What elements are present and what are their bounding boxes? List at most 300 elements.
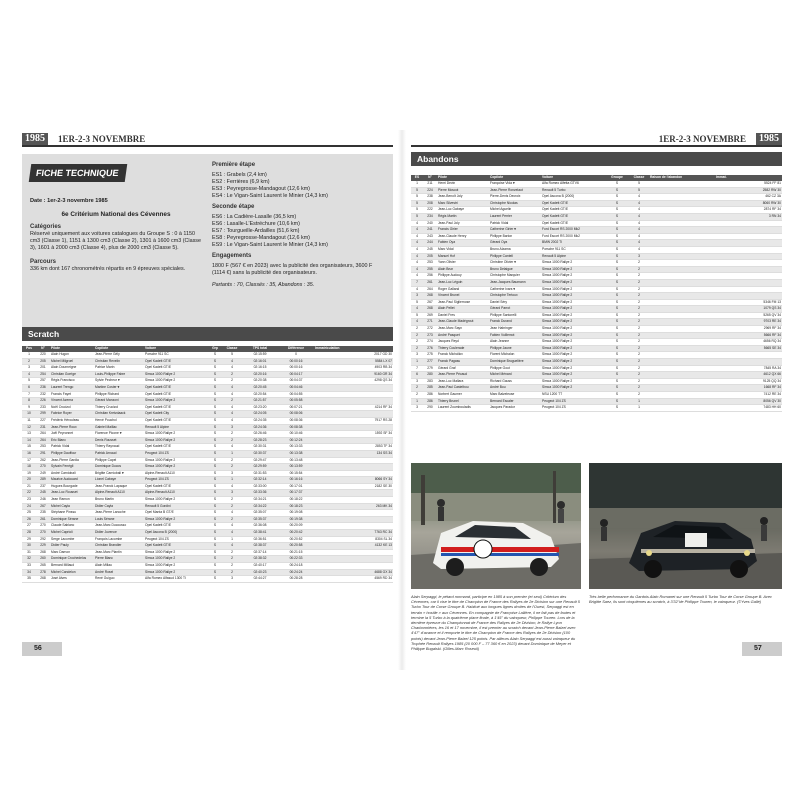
table-cell: 02:34:22 (242, 503, 278, 510)
table-cell: 02:20:38 (242, 378, 278, 385)
table-cell: 02:38:37 (242, 543, 278, 550)
table-cell: NSU 1200 TT (541, 392, 605, 399)
table-cell: S (605, 260, 629, 267)
table-cell: Christian Brandler (94, 543, 144, 550)
table-row (22, 417, 393, 424)
table-cell: 00:18:22 (278, 497, 314, 504)
table-row (411, 312, 782, 319)
table-cell: S (605, 299, 629, 306)
table-cell: Bruno Martin (94, 497, 144, 504)
table-cell: S (605, 181, 629, 187)
table-cell: S (605, 194, 629, 201)
table-cell: 233 (36, 404, 50, 411)
table-cell: Christophe Tertoux (489, 293, 541, 300)
table-cell: S (208, 384, 222, 391)
table-cell: 02:26:46 (242, 431, 278, 438)
table-cell: Simca 1000 Rallye 2 (541, 378, 605, 385)
table-cell: S (208, 569, 222, 576)
table-cell: S (208, 444, 222, 451)
table-cell: 253 (36, 444, 50, 451)
table-cell: 279 (423, 365, 437, 372)
table-row (22, 424, 393, 431)
table-row (22, 431, 393, 438)
table-cell: 2 (629, 372, 649, 379)
table-cell: Jean-Paul Sigliernose (437, 299, 489, 306)
scratch-banner: Scratch (22, 327, 393, 341)
table-cell: 2 (629, 326, 649, 333)
table-cell (649, 220, 715, 227)
table-cell: Simca 1000 Rallye 2 (541, 385, 605, 392)
table-cell: Fabien Oya (437, 240, 489, 247)
table-cell: 1 (22, 352, 36, 358)
table-cell: 245 (423, 246, 437, 253)
table-row (22, 398, 393, 405)
table-cell: 2 (222, 457, 242, 464)
table-cell (715, 220, 782, 227)
table-cell: 5265 QV 34 (715, 312, 782, 319)
table-cell: 8060 RW 30 (715, 200, 782, 207)
table-cell: 33 (22, 563, 36, 570)
table-cell: 8 (22, 398, 36, 405)
table-cell: Simca 1000 Rallye 2 (144, 464, 208, 471)
table-cell: 00:21:15 (278, 549, 314, 556)
table-cell: Marc Darnon (50, 549, 94, 556)
table-cell: 2874 RF 34 (715, 207, 782, 214)
table-cell: 4 (222, 543, 242, 550)
table-cell: Simca 1000 Rallye 2 (144, 371, 208, 378)
table-cell: 29 (22, 536, 36, 543)
table-cell: 289 (36, 477, 50, 484)
table-cell: 2 (222, 556, 242, 563)
table-cell: S (605, 246, 629, 253)
stage2-item: ES7 : Tourgueille-Ardailles (51,6 km) (212, 228, 300, 234)
table-cell (715, 359, 782, 366)
table-row (22, 404, 393, 411)
table-cell: Ford Escort RS 2000 Mk2 (541, 233, 605, 240)
table-cell: 2 (629, 352, 649, 359)
parcours-text: 336 km dont 167 chronométrés répartis en 9 épreuves spéciales. (30, 266, 186, 272)
scratch-table (22, 346, 393, 583)
table-cell (649, 332, 715, 339)
table-cell: S (605, 345, 629, 352)
table-cell: 268 (36, 549, 50, 556)
table-cell: 253 (423, 260, 437, 267)
table-row (411, 365, 782, 372)
table-cell: 3 RN 34 (715, 213, 782, 220)
table-cell: 02:38:32 (242, 556, 278, 563)
table-row (22, 477, 393, 484)
table-cell: 1 (222, 477, 242, 484)
table-cell: Franck Michaïlov (437, 352, 489, 359)
column-header: Immatriculation (314, 346, 393, 352)
table-cell: S (208, 450, 222, 457)
partants-text: Partants : 70, Classés : 35, Abandons : 35. (212, 282, 315, 288)
table-cell: 5 (411, 207, 423, 214)
table-cell (715, 273, 782, 280)
table-cell: 02:33:36 (242, 490, 278, 497)
table-cell: 5584 LX 07 (314, 358, 393, 365)
running-head-right (411, 133, 782, 147)
table-cell: 4 (222, 444, 242, 451)
table-cell: 236 (36, 384, 50, 391)
table-cell: 260 (36, 556, 50, 563)
table-cell: Laurent Trengo (50, 384, 94, 391)
table-cell: 1 (629, 398, 649, 405)
table-cell: Renault 5 Turbo (541, 187, 605, 194)
table-cell: 4 (222, 523, 242, 530)
table-cell: Simca 1000 Rallye 2 (541, 286, 605, 293)
table-cell: Didier Juvence (94, 530, 144, 537)
table-cell: 22 (22, 490, 36, 497)
table-cell: S (605, 306, 629, 313)
table-cell: 238 (423, 194, 437, 201)
table-cell: Denis Rousset (94, 437, 144, 444)
table-cell: Marc Vidal (437, 246, 489, 253)
table-cell: S (208, 417, 222, 424)
fiche-right-column (212, 158, 384, 289)
table-cell: S (208, 437, 222, 444)
table-cell: 270 (36, 530, 50, 537)
table-cell: S (208, 358, 222, 365)
table-cell: Alain Dourneigne (50, 365, 94, 372)
table-cell (649, 187, 715, 194)
table-cell: 4 (222, 530, 242, 537)
table-cell: 1 (411, 398, 423, 405)
table-cell: Alfa Romeo Alfetta GTV6 (541, 181, 605, 187)
table-cell: Peugeot 104 ZS (144, 477, 208, 484)
table-cell: Stéphane Pinssu (50, 510, 94, 517)
table-cell: 5665 SE 34 (715, 345, 782, 352)
page-number-right: 57 (742, 642, 782, 656)
table-cell: Roger Galland (437, 286, 489, 293)
table-cell (649, 392, 715, 399)
table-cell: 02:36:08 (242, 523, 278, 530)
table-cell: 4 (411, 306, 423, 313)
table-cell (649, 339, 715, 346)
table-cell: 226 (36, 398, 50, 405)
table-cell (649, 279, 715, 286)
table-cell: 4 (222, 404, 242, 411)
table-row (22, 497, 393, 504)
table-cell: Jean-Franck Lapaque (94, 483, 144, 490)
table-cell (649, 345, 715, 352)
table-cell: 4 (411, 286, 423, 293)
table-cell: Philippe Richard (94, 391, 144, 398)
table-cell: Philippe Capel (94, 457, 144, 464)
table-cell (649, 319, 715, 326)
table-cell: 7845 RA 34 (715, 365, 782, 372)
table-cell: 4 (411, 319, 423, 326)
table-cell: 02:29:47 (242, 457, 278, 464)
table-cell: S (208, 516, 222, 523)
table-cell: André Rosel (94, 569, 144, 576)
table-cell: Opel Kadett GT/E (144, 483, 208, 490)
table-cell: 2017 GD 30 (314, 352, 393, 358)
table-cell (649, 273, 715, 280)
table-cell: Opel Kadett GT/E (541, 200, 605, 207)
table-cell: 4 (222, 384, 242, 391)
table-cell: 272 (423, 326, 437, 333)
table-cell: 18 (22, 464, 36, 471)
table-cell: Christian Gorrige (50, 371, 94, 378)
table-row (411, 332, 782, 339)
table-cell: Bernard Escaler (489, 398, 541, 405)
table-cell: 4 (411, 253, 423, 260)
table-cell: Opel Kadett GT/E (541, 207, 605, 214)
table-cell: 286 (423, 392, 437, 399)
table-cell: 5524 FF 81 (715, 181, 782, 187)
table-cell: 00:08:06 (278, 411, 314, 418)
table-cell: Jean-Paul Castelbou (437, 385, 489, 392)
table-cell: Opel Kadett GT/E (541, 213, 605, 220)
parcours-label: Parcours (30, 259, 57, 265)
table-cell: 267 (423, 299, 437, 306)
column-header: ES (411, 175, 423, 181)
column-header: Classe (629, 175, 649, 181)
table-cell: S (208, 503, 222, 510)
table-cell: 9 (22, 404, 36, 411)
table-cell (314, 424, 393, 431)
table-cell: 00:15:54 (278, 470, 314, 477)
table-cell: 30 (22, 543, 36, 550)
fiche-date: Date : 1er-2-3 novembre 1985 (30, 198, 108, 204)
table-cell: S (605, 279, 629, 286)
table-cell: 2 (629, 365, 649, 372)
table-cell: S (605, 273, 629, 280)
table-cell: 278 (36, 569, 50, 576)
table-cell: Jean-Paul Joly (437, 220, 489, 227)
table-cell: 4 (629, 240, 649, 247)
table-cell: 2 (629, 378, 649, 385)
table-cell: Michel Milgroel (50, 358, 94, 365)
table-cell: 4 (22, 371, 36, 378)
table-cell: 255 (423, 266, 437, 273)
table-cell: Jean-Pierre Lanoche (94, 510, 144, 517)
engagements-text: 1800 F (567 € en 2023) avec la publicité des organisateurs, 3600 F (1114 €) sans la publicité des organisateurs. (212, 263, 373, 276)
table-cell: 00:05:58 (278, 398, 314, 405)
table-cell: S (605, 372, 629, 379)
table-cell: S (605, 339, 629, 346)
table-cell: André Pasquet (437, 332, 489, 339)
table-cell: 244 (423, 240, 437, 247)
table-cell: Bruno Alzama (489, 246, 541, 253)
table-cell: S (605, 332, 629, 339)
table-cell: Jean-Claude Henry (437, 233, 489, 240)
table-cell: Fabien Vuillemot (489, 332, 541, 339)
table-cell: 4298 QS 34 (314, 378, 393, 385)
table-cell (649, 385, 715, 392)
table-cell: Francis Girier (437, 227, 489, 234)
table-row (411, 398, 782, 405)
table-cell: Jean-Claude Madégrout (437, 319, 489, 326)
table-cell: Opel Kadett GT/E (144, 404, 208, 411)
table-cell: 4 (629, 200, 649, 207)
table-cell: 00:04:55 (278, 391, 314, 398)
table-cell: 3 (411, 405, 423, 412)
engagements-label: Engagements (212, 253, 252, 259)
table-row (411, 253, 782, 260)
table-cell: 246 (36, 497, 50, 504)
table-cell (649, 398, 715, 405)
table-cell (649, 240, 715, 247)
table-cell: 5 (411, 312, 423, 319)
table-cell (314, 384, 393, 391)
table-cell: 263 MK 34 (314, 503, 393, 510)
table-cell: Alain Millau (94, 563, 144, 570)
column-header: Copilote (489, 175, 541, 181)
table-cell: 4 (411, 273, 423, 280)
table-cell: Christian Revelin (94, 358, 144, 365)
table-cell: 02:40:23 (242, 569, 278, 576)
table-cell: 00:00:16 (278, 365, 314, 372)
table-cell (715, 246, 782, 253)
table-cell: 2 (222, 371, 242, 378)
table-cell: Simca 1000 Rallye 2 (144, 378, 208, 385)
table-cell: Michel Caprioli (50, 530, 94, 537)
table-cell: 249 (36, 470, 50, 477)
table-cell: 299 (36, 411, 50, 418)
table-cell: Laurent Perrier (489, 213, 541, 220)
table-cell (715, 293, 782, 300)
table-cell: Fabrice Royer (50, 411, 94, 418)
table-row (22, 490, 393, 497)
table-cell: 5 (629, 187, 649, 194)
table-cell: 00:04:17 (278, 371, 314, 378)
table-cell: S (208, 411, 222, 418)
table-cell: 2 (411, 392, 423, 399)
stage1-item: ES1 : Grabels (2,4 km) (212, 172, 267, 178)
table-cell: Simca 1000 Rallye 2 (144, 457, 208, 464)
table-cell: 02:28:23 (242, 437, 278, 444)
table-cell (649, 246, 715, 253)
table-cell: Gérard Manzoni (94, 398, 144, 405)
table-row (22, 569, 393, 576)
table-cell: Eric Blanc (50, 437, 94, 444)
table-cell: Philippe Santorelli (489, 312, 541, 319)
table-cell: 256 (423, 273, 437, 280)
table-cell: Louis Sérane (94, 516, 144, 523)
table-cell: 2 (222, 431, 242, 438)
table-cell (715, 227, 782, 234)
table-cell: Henri Devin (437, 181, 489, 187)
table-cell (649, 266, 715, 273)
table-cell: 9125 QQ 34 (715, 378, 782, 385)
table-cell: Franck Durand (489, 319, 541, 326)
stage1-item: ES3 : Peyregrosse-Mandagout (12,6 km) (212, 186, 310, 192)
table-row (22, 358, 393, 365)
table-cell: 268 (423, 306, 437, 313)
table-cell: 5346 FM 13 (715, 299, 782, 306)
table-cell: 4612 QX 66 (715, 372, 782, 379)
table-cell: Opel Kadett GT/E (144, 391, 208, 398)
table-row (411, 200, 782, 207)
table-cell: Richard Gauss (489, 378, 541, 385)
table-cell: 2 (411, 345, 423, 352)
table-cell: Françoise Vida ♥ (489, 181, 541, 187)
table-cell: S (208, 576, 222, 583)
table-cell: Alpine-Renault A110 (144, 470, 208, 477)
table-cell: Christine Olivier ♥ (489, 260, 541, 267)
table-cell: 4688 GX 34 (314, 569, 393, 576)
table-cell: Alain Pellet (437, 306, 489, 313)
table-cell: 10 (22, 411, 36, 418)
table-cell: André Carniobali (50, 470, 94, 477)
table-cell: 231 (36, 424, 50, 431)
table-cell: 2 (222, 503, 242, 510)
table-cell: S (605, 312, 629, 319)
table-row (22, 530, 393, 537)
table-cell: Thierry Raynaud (94, 444, 144, 451)
table-cell: Opel Ascona B (2000) (541, 194, 605, 201)
fiche-event: 6e Critérium National des Cévennes (61, 211, 171, 218)
table-cell: 4 (411, 220, 423, 227)
table-cell: Dominique Sérane (50, 516, 94, 523)
table-cell: 264 (36, 431, 50, 438)
table-row (411, 352, 782, 359)
table-cell: 5 (22, 378, 36, 385)
table-cell: 02:29:59 (242, 464, 278, 471)
table-cell: Simca 1000 Rallye 2 (144, 431, 208, 438)
table-cell: 4 (629, 194, 649, 201)
table-cell: 2 (222, 563, 242, 570)
table-cell: Simca 1000 Rallye 2 (144, 549, 208, 556)
table-cell: 00:20:09 (278, 523, 314, 530)
running-head-year: 1985 (756, 133, 782, 145)
table-cell: 134 SS 34 (314, 450, 393, 457)
table-cell (649, 326, 715, 333)
table-cell: 205 (36, 358, 50, 365)
table-cell: 211 (423, 181, 437, 187)
column-header: Voiture (144, 346, 208, 352)
table-cell: 270 (36, 464, 50, 471)
table-cell: Alfa Romeo Alfasud 1300 TI (144, 576, 208, 583)
table-cell: 5 (411, 299, 423, 306)
table-cell: 267 (36, 503, 50, 510)
photo-caption-2: Très belle performance du Gardois Alain Romanet sur une Renault 5 Turbo Tour de Corse Groupe B. Avec Brigitte Saez, ils sont cinquièmes au scratch, à 3'32''de Philippe Touren, le vainqueur. (©Yves Gallé) (589, 594, 772, 605)
table-cell: Simca 1000 Rallye 2 (144, 556, 208, 563)
table-cell: Louis-Philippe Fabre (94, 371, 144, 378)
table-cell: Norbert Gaumer (437, 392, 489, 399)
table-cell: 13 (22, 431, 36, 438)
stage2-label: Seconde étape (212, 204, 255, 210)
table-cell: Catherine Girier ♥ (489, 227, 541, 234)
table-row (411, 345, 782, 352)
table-cell: Peugeot 104 ZS (144, 450, 208, 457)
table-cell: 2 (22, 358, 36, 365)
table-cell: 2 (629, 286, 649, 293)
table-cell: Simca 1000 Rallye 2 (541, 319, 605, 326)
table-cell: Simca 1000 Rallye 2 (144, 398, 208, 405)
table-cell: 257 (36, 378, 50, 385)
table-cell: S (605, 378, 629, 385)
table-cell: 269 (423, 312, 437, 319)
left-page (22, 130, 393, 670)
table-cell: Jacques Parador (489, 405, 541, 412)
table-cell: 4 (629, 213, 649, 220)
column-header: TPS total (242, 346, 278, 352)
categories-label: Catégories (30, 224, 62, 230)
table-cell: S (208, 510, 222, 517)
table-cell: Jean-Pierre Gély (94, 352, 144, 358)
table-row (411, 220, 782, 227)
table-cell: Thierry Coulerade (437, 345, 489, 352)
table-cell: S (208, 477, 222, 484)
table-cell: Claude Sablanc (50, 523, 94, 530)
column-header: Voiture (541, 175, 605, 181)
table-cell: Opel Kadett GT/E (144, 358, 208, 365)
table-cell: Simca 1000 Rallye 2 (541, 326, 605, 333)
stage2-item: ES6 : Lasalle-L'Estréchure (10,6 km) (212, 221, 300, 227)
